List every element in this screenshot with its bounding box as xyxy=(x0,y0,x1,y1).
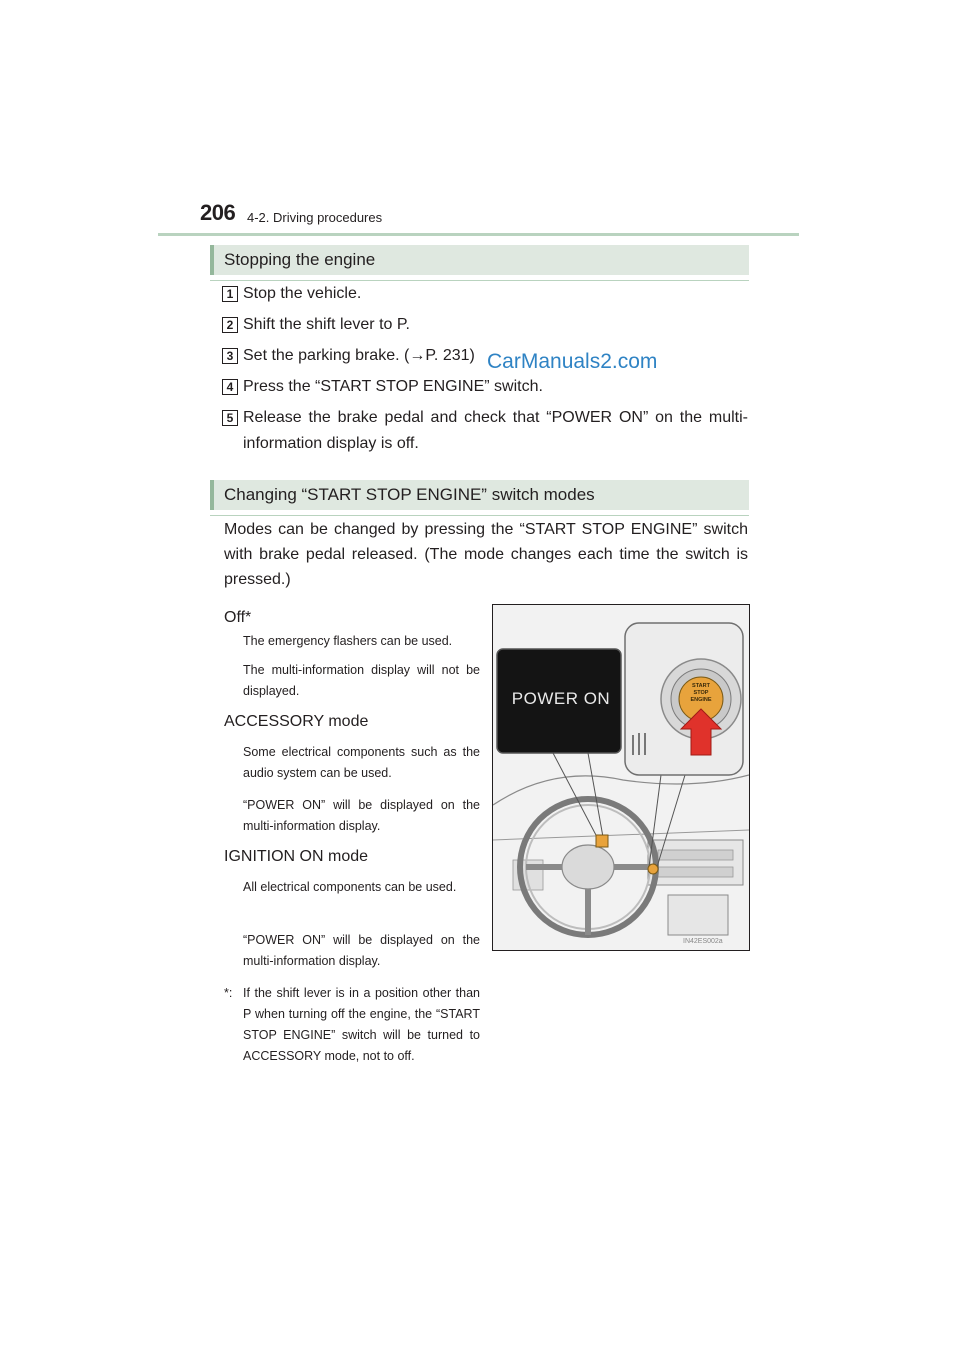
start-stop-button-label xyxy=(687,683,715,704)
dashboard-illustration xyxy=(492,604,750,951)
section-heading-switch-modes xyxy=(210,480,749,510)
button-label-line: STOP xyxy=(693,690,709,696)
step-text: Set the parking brake. (→P. 231) xyxy=(243,347,475,364)
display-power-on-text: POWER ON xyxy=(511,689,611,708)
dashboard-drawing xyxy=(493,605,749,950)
figure-code: IN42ES002a xyxy=(683,938,723,945)
page-number: 206 xyxy=(200,200,236,225)
step-number: 4 xyxy=(222,379,238,395)
step-text: Stop the vehicle. xyxy=(243,285,362,302)
button-label-line: START xyxy=(692,683,710,689)
step-number: 2 xyxy=(222,317,238,333)
section-title: Stopping the engine xyxy=(224,250,376,269)
mode-title-off: Off* xyxy=(224,609,252,626)
button-label-line: ENGINE xyxy=(690,697,712,703)
chapter-title: 4-2. Driving procedures xyxy=(247,210,383,225)
section-title: Changing “START STOP ENGINE” switch modes xyxy=(224,485,595,504)
mode-title-ignition-on: IGNITION ON mode xyxy=(224,848,369,865)
step-text: Release the brake pedal and check that “POWER ON” on the multi-information display is off. xyxy=(243,409,748,452)
step-number: 5 xyxy=(222,410,238,426)
mode-description: “POWER ON” will be displayed on the multi-information display. xyxy=(243,933,480,968)
footnote-mark: *: xyxy=(224,986,233,1000)
mode-description: Some electrical components such as the audio system can be used. xyxy=(243,745,480,780)
footnote-text: If the shift lever is in a position other than P when turning off the engine, the “START STOP ENGINE” switch will be turned to ACCESSORY mode, not to off. xyxy=(243,986,480,1063)
step-number: 3 xyxy=(222,348,238,364)
footnote xyxy=(224,983,480,1067)
mode-description: “POWER ON” will be displayed on the multi-information display. xyxy=(243,798,480,833)
header-rule xyxy=(158,233,799,236)
watermark-text: CarManuals2.com xyxy=(487,350,658,373)
mode-title-accessory: ACCESSORY mode xyxy=(224,713,369,730)
step-text: Shift the shift lever to P. xyxy=(243,316,410,333)
section-rule xyxy=(210,515,749,516)
intro-paragraph: Modes can be changed by pressing the “START STOP ENGINE” switch with brake pedal released. (The mode changes each time the switch is pressed.) xyxy=(224,521,748,588)
mode-description: The emergency flashers can be used. xyxy=(243,634,453,648)
section-heading-stopping xyxy=(210,245,749,275)
mode-description: All electrical components can be used. xyxy=(243,880,457,894)
step-text: Press the “START STOP ENGINE” switch. xyxy=(243,378,543,395)
step-number: 1 xyxy=(222,286,238,302)
mode-description: The multi-information display will not be displayed. xyxy=(243,663,480,698)
